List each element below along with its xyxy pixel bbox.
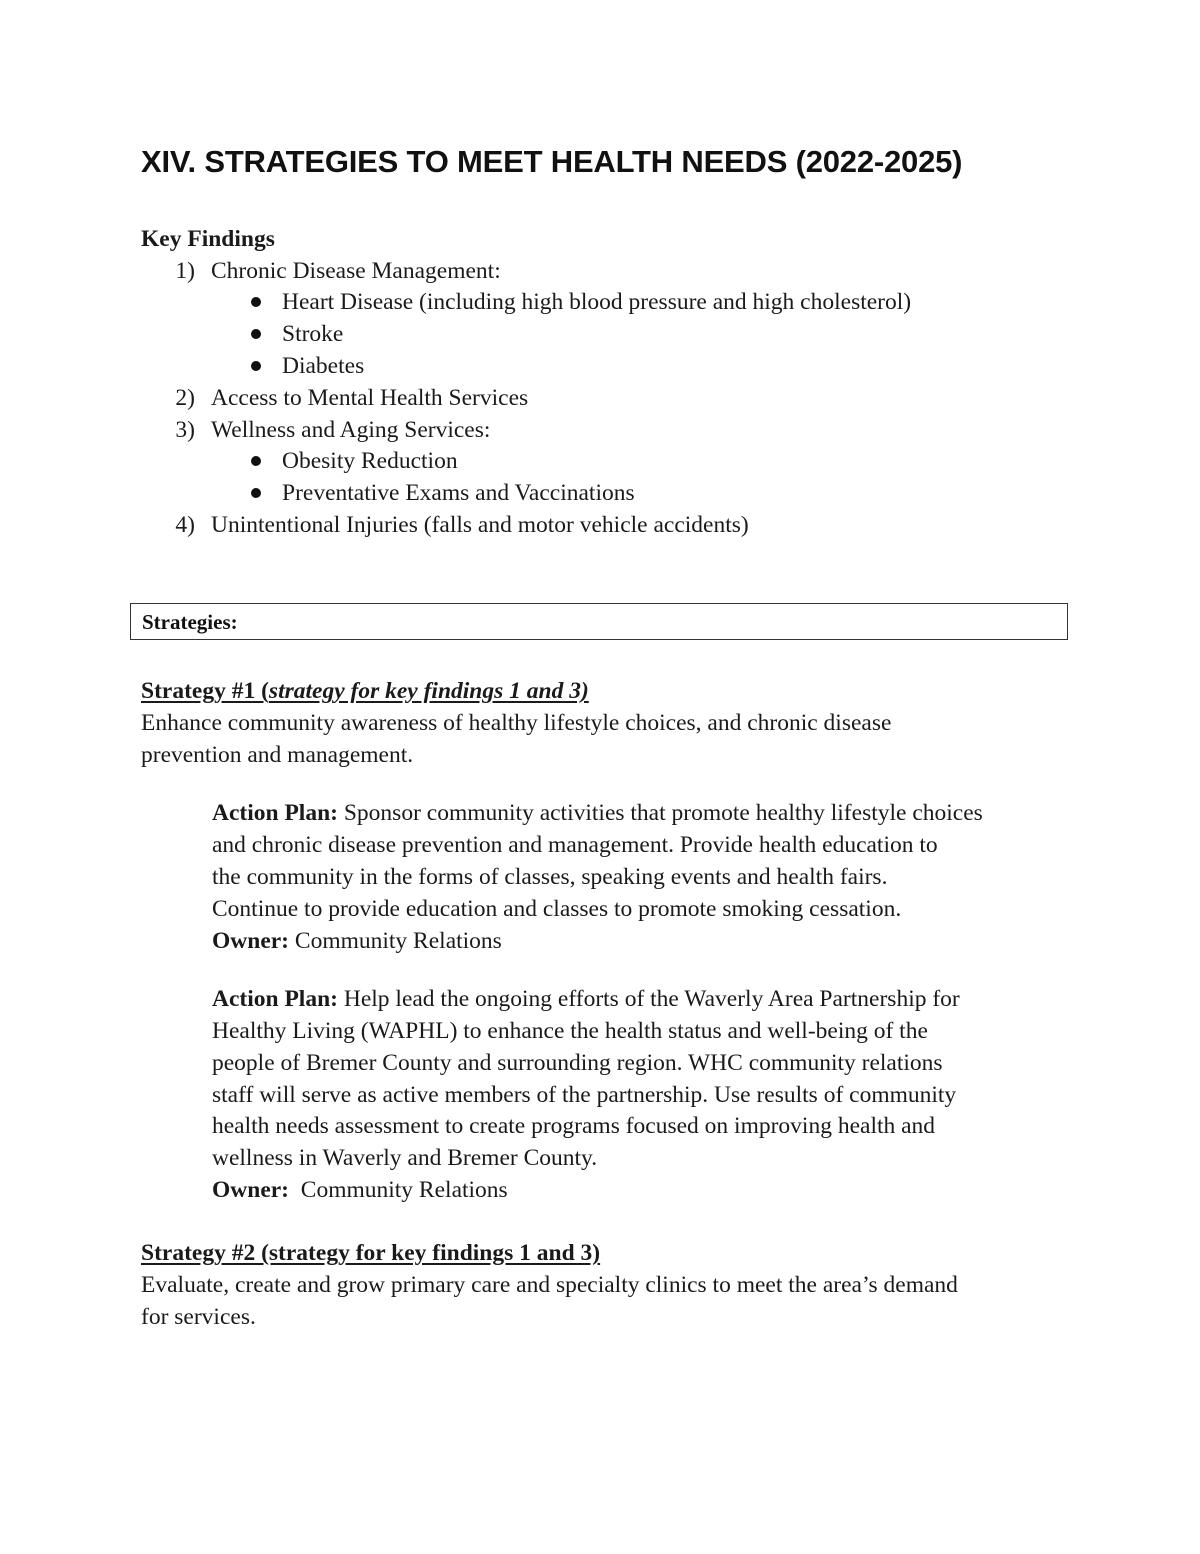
action-plan-line: Continue to provide education and classes to promote smoking cessation. xyxy=(212,896,902,922)
owner-label: Owner: xyxy=(212,928,290,954)
bullet-icon xyxy=(251,329,261,339)
owner-label: Owner: xyxy=(212,1177,290,1203)
strategy-1-description: prevention and management. xyxy=(141,742,414,768)
action-plan-line: wellness in Waverly and Bremer County. xyxy=(212,1145,598,1171)
finding-number: 2) xyxy=(175,385,195,411)
bullet-icon xyxy=(251,456,261,466)
strategy-1-heading-prefix: Strategy #1 ( xyxy=(141,678,269,704)
action-plan-line xyxy=(212,797,983,829)
action-plan-line: the community in the forms of classes, speaking events and health fairs. xyxy=(212,864,888,890)
action-plan-line: staff will serve as active members of the partnership. Use results of community xyxy=(212,1082,957,1108)
owner-line xyxy=(212,925,502,957)
strategy-2-description: for services. xyxy=(141,1304,256,1330)
key-findings-heading: Key Findings xyxy=(141,226,275,252)
finding-subitem: Heart Disease (including high blood pressure and high cholesterol) xyxy=(282,289,912,315)
strategy-1-heading xyxy=(141,675,589,707)
strategies-label: Strategies: xyxy=(142,610,238,634)
strategy-2-heading: Strategy #2 (strategy for key findings 1 and 3) xyxy=(141,1240,601,1266)
finding-item: Wellness and Aging Services: xyxy=(211,417,491,443)
finding-item: Chronic Disease Management: xyxy=(211,258,501,284)
action-plan-label: Action Plan: xyxy=(212,986,338,1012)
strategy-1-heading-italic: strategy for key findings 1 and 3) xyxy=(268,678,589,704)
action-plan-line: Healthy Living (WAPHL) to enhance the health status and well-being of the xyxy=(212,1018,928,1044)
finding-number: 3) xyxy=(175,417,195,443)
action-plan-line: health needs assessment to create programs focused on improving health and xyxy=(212,1113,936,1139)
action-plan-text: Help lead the ongoing efforts of the Waverly Area Partnership for xyxy=(343,986,960,1012)
owner-value: Community Relations xyxy=(294,928,502,954)
strategy-2-description: Evaluate, create and grow primary care and specialty clinics to meet the area’s demand xyxy=(141,1272,958,1298)
action-plan-line: and chronic disease prevention and management. Provide health education to xyxy=(212,832,938,858)
finding-item: Unintentional Injuries (falls and motor vehicle accidents) xyxy=(211,512,749,538)
bullet-icon xyxy=(251,297,261,307)
finding-number: 1) xyxy=(175,258,195,284)
action-plan-line: people of Bremer County and surrounding region. WHC community relations xyxy=(212,1050,943,1076)
finding-item: Access to Mental Health Services xyxy=(211,385,529,411)
action-plan-text: Sponsor community activities that promote healthy lifestyle choices xyxy=(343,800,983,826)
strategies-box xyxy=(130,603,1068,640)
action-plan-label: Action Plan: xyxy=(212,800,338,826)
finding-number: 4) xyxy=(175,512,195,538)
finding-subitem: Diabetes xyxy=(282,353,365,379)
page-title: XIV. STRATEGIES TO MEET HEALTH NEEDS (2022-2025) xyxy=(141,144,963,179)
owner-line xyxy=(212,1174,508,1206)
finding-subitem: Stroke xyxy=(282,321,344,347)
strategy-1-description: Enhance community awareness of healthy lifestyle choices, and chronic disease xyxy=(141,710,892,736)
action-plan-line xyxy=(212,983,960,1015)
finding-subitem: Obesity Reduction xyxy=(282,448,458,474)
bullet-icon xyxy=(251,488,261,498)
owner-value: Community Relations xyxy=(300,1177,508,1203)
bullet-icon xyxy=(251,361,261,371)
finding-subitem: Preventative Exams and Vaccinations xyxy=(282,480,635,506)
